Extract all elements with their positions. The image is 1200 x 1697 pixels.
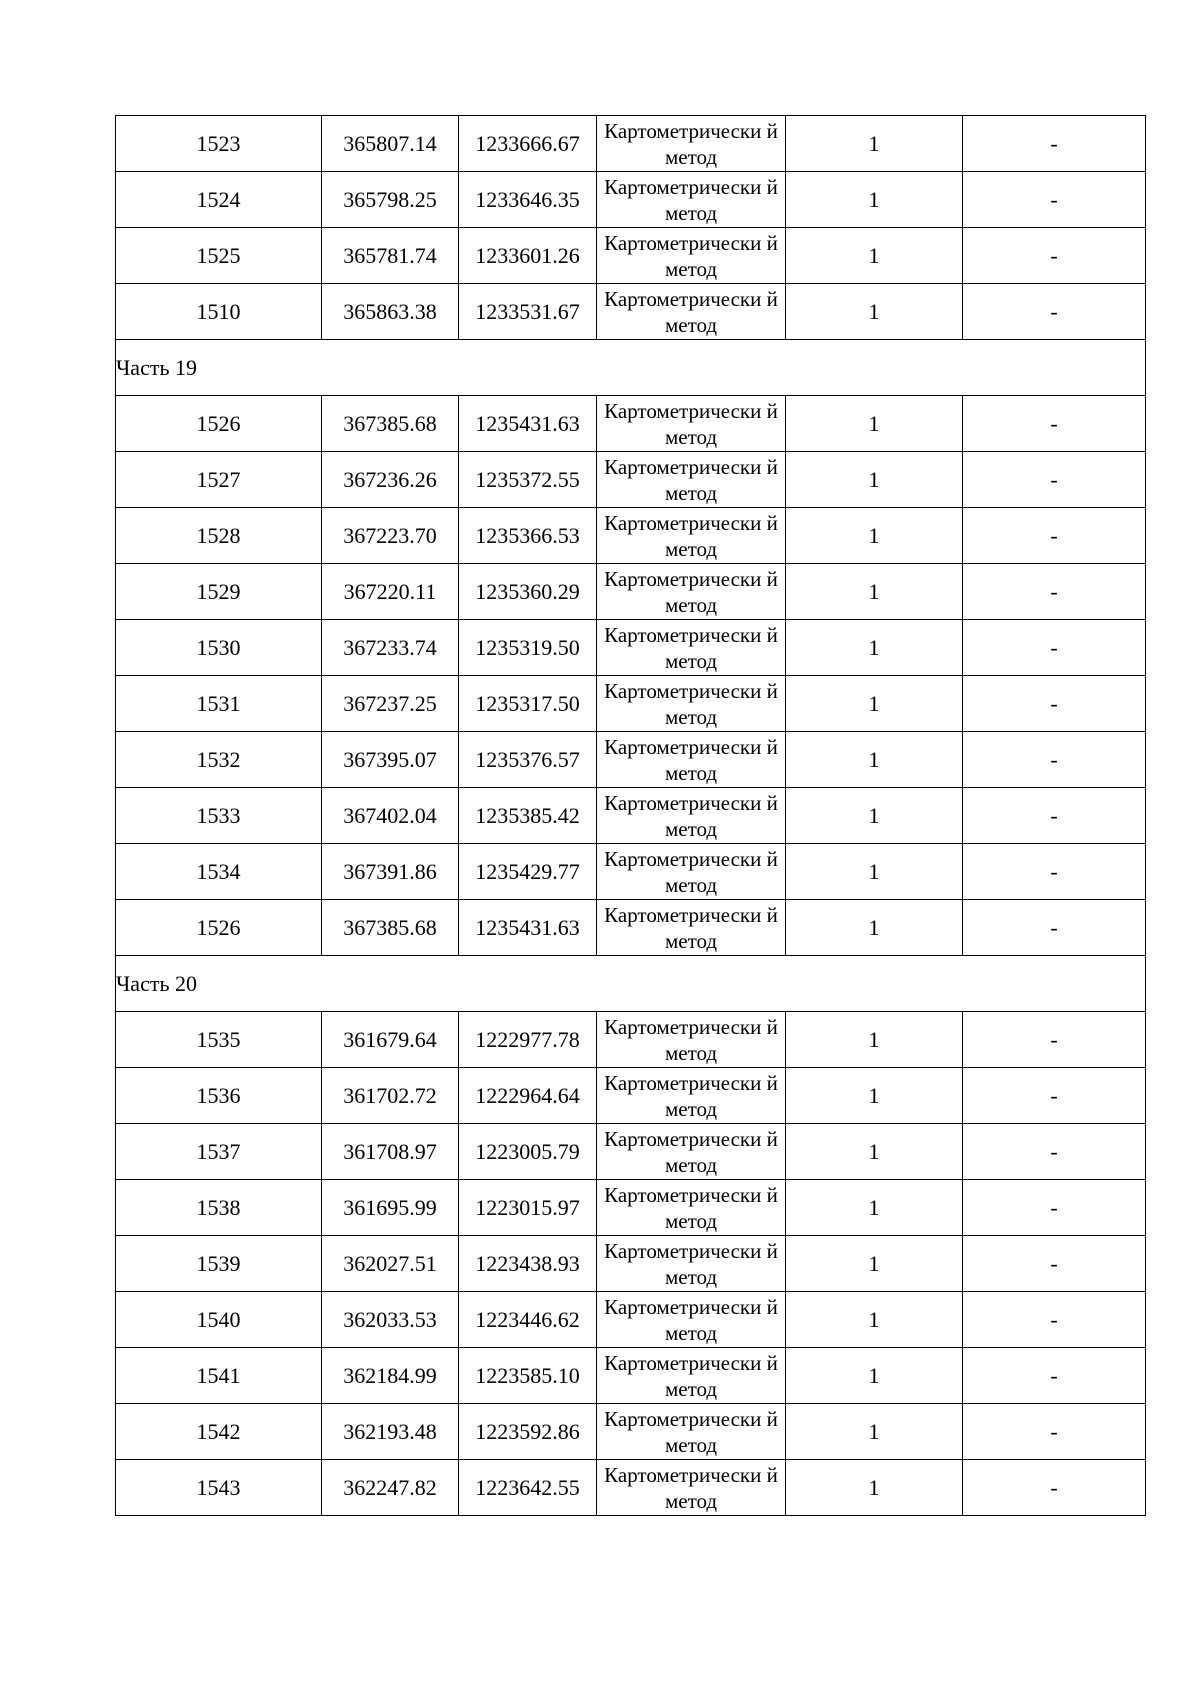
y-coordinate-cell: 1233601.26 [459,228,597,284]
point-number-cell: 1529 [116,564,322,620]
point-number-cell: 1531 [116,676,322,732]
part-label: Часть 19 [116,340,1146,396]
table-row [116,228,1146,284]
method-cell: Картометрически й метод [597,620,786,676]
x-coordinate-cell: 361702.72 [322,1068,459,1124]
point-number-cell: 1541 [116,1348,322,1404]
x-coordinate-cell: 367236.26 [322,452,459,508]
method-cell: Картометрически й метод [597,1404,786,1460]
table-row [116,1460,1146,1516]
accuracy-cell: 1 [786,508,963,564]
point-number-cell: 1525 [116,228,322,284]
table-row [116,788,1146,844]
y-coordinate-cell: 1235317.50 [459,676,597,732]
part-header-row [116,956,1146,1012]
method-cell: Картометрически й метод [597,1012,786,1068]
note-cell: - [963,1180,1146,1236]
point-number-cell: 1533 [116,788,322,844]
note-cell: - [963,1460,1146,1516]
method-cell: Картометрически й метод [597,396,786,452]
table-row [116,284,1146,340]
accuracy-cell: 1 [786,788,963,844]
x-coordinate-cell: 362193.48 [322,1404,459,1460]
method-cell: Картометрически й метод [597,172,786,228]
y-coordinate-cell: 1233666.67 [459,116,597,172]
point-number-cell: 1526 [116,900,322,956]
point-number-cell: 1524 [116,172,322,228]
table-row [116,1124,1146,1180]
note-cell: - [963,452,1146,508]
point-number-cell: 1539 [116,1236,322,1292]
y-coordinate-cell: 1223642.55 [459,1460,597,1516]
method-cell: Картометрически й метод [597,1180,786,1236]
accuracy-cell: 1 [786,452,963,508]
accuracy-cell: 1 [786,564,963,620]
y-coordinate-cell: 1223438.93 [459,1236,597,1292]
note-cell: - [963,1404,1146,1460]
x-coordinate-cell: 362027.51 [322,1236,459,1292]
table-row [116,452,1146,508]
table-row [116,172,1146,228]
note-cell: - [963,284,1146,340]
accuracy-cell: 1 [786,900,963,956]
x-coordinate-cell: 367402.04 [322,788,459,844]
note-cell: - [963,732,1146,788]
method-cell: Картометрически й метод [597,1460,786,1516]
x-coordinate-cell: 362247.82 [322,1460,459,1516]
method-cell: Картометрически й метод [597,564,786,620]
table-row [116,116,1146,172]
table-row [116,732,1146,788]
x-coordinate-cell: 365798.25 [322,172,459,228]
y-coordinate-cell: 1222977.78 [459,1012,597,1068]
accuracy-cell: 1 [786,732,963,788]
method-cell: Картометрически й метод [597,676,786,732]
accuracy-cell: 1 [786,1012,963,1068]
table-row [116,564,1146,620]
accuracy-cell: 1 [786,1180,963,1236]
table-row [116,676,1146,732]
y-coordinate-cell: 1223005.79 [459,1124,597,1180]
table-row [116,1348,1146,1404]
x-coordinate-cell: 362184.99 [322,1348,459,1404]
accuracy-cell: 1 [786,620,963,676]
point-number-cell: 1527 [116,452,322,508]
method-cell: Картометрически й метод [597,284,786,340]
note-cell: - [963,1068,1146,1124]
x-coordinate-cell: 367385.68 [322,396,459,452]
table-row [116,1292,1146,1348]
x-coordinate-cell: 367385.68 [322,900,459,956]
note-cell: - [963,788,1146,844]
table-row [116,1404,1146,1460]
accuracy-cell: 1 [786,1124,963,1180]
y-coordinate-cell: 1223585.10 [459,1348,597,1404]
coordinates-table [115,115,1146,1516]
method-cell: Картометрически й метод [597,900,786,956]
point-number-cell: 1543 [116,1460,322,1516]
method-cell: Картометрически й метод [597,508,786,564]
x-coordinate-cell: 361679.64 [322,1012,459,1068]
note-cell: - [963,508,1146,564]
note-cell: - [963,1124,1146,1180]
table-row [116,620,1146,676]
y-coordinate-cell: 1223446.62 [459,1292,597,1348]
method-cell: Картометрически й метод [597,788,786,844]
x-coordinate-cell: 361708.97 [322,1124,459,1180]
method-cell: Картометрически й метод [597,116,786,172]
method-cell: Картометрически й метод [597,1236,786,1292]
y-coordinate-cell: 1235372.55 [459,452,597,508]
note-cell: - [963,844,1146,900]
table-row [116,1068,1146,1124]
point-number-cell: 1526 [116,396,322,452]
accuracy-cell: 1 [786,1460,963,1516]
x-coordinate-cell: 362033.53 [322,1292,459,1348]
method-cell: Картометрически й метод [597,1124,786,1180]
x-coordinate-cell: 367223.70 [322,508,459,564]
x-coordinate-cell: 361695.99 [322,1180,459,1236]
point-number-cell: 1537 [116,1124,322,1180]
y-coordinate-cell: 1235360.29 [459,564,597,620]
point-number-cell: 1535 [116,1012,322,1068]
table-row [116,508,1146,564]
x-coordinate-cell: 365781.74 [322,228,459,284]
point-number-cell: 1538 [116,1180,322,1236]
accuracy-cell: 1 [786,228,963,284]
note-cell: - [963,564,1146,620]
y-coordinate-cell: 1235385.42 [459,788,597,844]
x-coordinate-cell: 367237.25 [322,676,459,732]
method-cell: Картометрически й метод [597,1292,786,1348]
x-coordinate-cell: 367233.74 [322,620,459,676]
table-row [116,1236,1146,1292]
accuracy-cell: 1 [786,1404,963,1460]
coordinates-table-body [116,116,1146,1516]
x-coordinate-cell: 367220.11 [322,564,459,620]
point-number-cell: 1542 [116,1404,322,1460]
table-row [116,396,1146,452]
point-number-cell: 1528 [116,508,322,564]
note-cell: - [963,620,1146,676]
x-coordinate-cell: 365863.38 [322,284,459,340]
note-cell: - [963,1292,1146,1348]
x-coordinate-cell: 365807.14 [322,116,459,172]
y-coordinate-cell: 1233531.67 [459,284,597,340]
note-cell: - [963,396,1146,452]
accuracy-cell: 1 [786,116,963,172]
y-coordinate-cell: 1235376.57 [459,732,597,788]
point-number-cell: 1532 [116,732,322,788]
part-label: Часть 20 [116,956,1146,1012]
method-cell: Картометрически й метод [597,1068,786,1124]
accuracy-cell: 1 [786,844,963,900]
note-cell: - [963,228,1146,284]
y-coordinate-cell: 1223015.97 [459,1180,597,1236]
accuracy-cell: 1 [786,1348,963,1404]
x-coordinate-cell: 367395.07 [322,732,459,788]
note-cell: - [963,1012,1146,1068]
accuracy-cell: 1 [786,1292,963,1348]
note-cell: - [963,116,1146,172]
note-cell: - [963,172,1146,228]
accuracy-cell: 1 [786,1068,963,1124]
y-coordinate-cell: 1223592.86 [459,1404,597,1460]
accuracy-cell: 1 [786,284,963,340]
accuracy-cell: 1 [786,676,963,732]
accuracy-cell: 1 [786,172,963,228]
accuracy-cell: 1 [786,1236,963,1292]
y-coordinate-cell: 1233646.35 [459,172,597,228]
note-cell: - [963,900,1146,956]
y-coordinate-cell: 1235431.63 [459,900,597,956]
table-row [116,1012,1146,1068]
method-cell: Картометрически й метод [597,1348,786,1404]
point-number-cell: 1540 [116,1292,322,1348]
table-row [116,900,1146,956]
part-header-row [116,340,1146,396]
x-coordinate-cell: 367391.86 [322,844,459,900]
method-cell: Картометрически й метод [597,228,786,284]
y-coordinate-cell: 1235429.77 [459,844,597,900]
point-number-cell: 1523 [116,116,322,172]
y-coordinate-cell: 1235431.63 [459,396,597,452]
y-coordinate-cell: 1235366.53 [459,508,597,564]
y-coordinate-cell: 1222964.64 [459,1068,597,1124]
point-number-cell: 1530 [116,620,322,676]
point-number-cell: 1536 [116,1068,322,1124]
method-cell: Картометрически й метод [597,844,786,900]
point-number-cell: 1510 [116,284,322,340]
point-number-cell: 1534 [116,844,322,900]
table-row [116,1180,1146,1236]
note-cell: - [963,1236,1146,1292]
method-cell: Картометрически й метод [597,452,786,508]
note-cell: - [963,1348,1146,1404]
note-cell: - [963,676,1146,732]
y-coordinate-cell: 1235319.50 [459,620,597,676]
table-row [116,844,1146,900]
method-cell: Картометрически й метод [597,732,786,788]
accuracy-cell: 1 [786,396,963,452]
